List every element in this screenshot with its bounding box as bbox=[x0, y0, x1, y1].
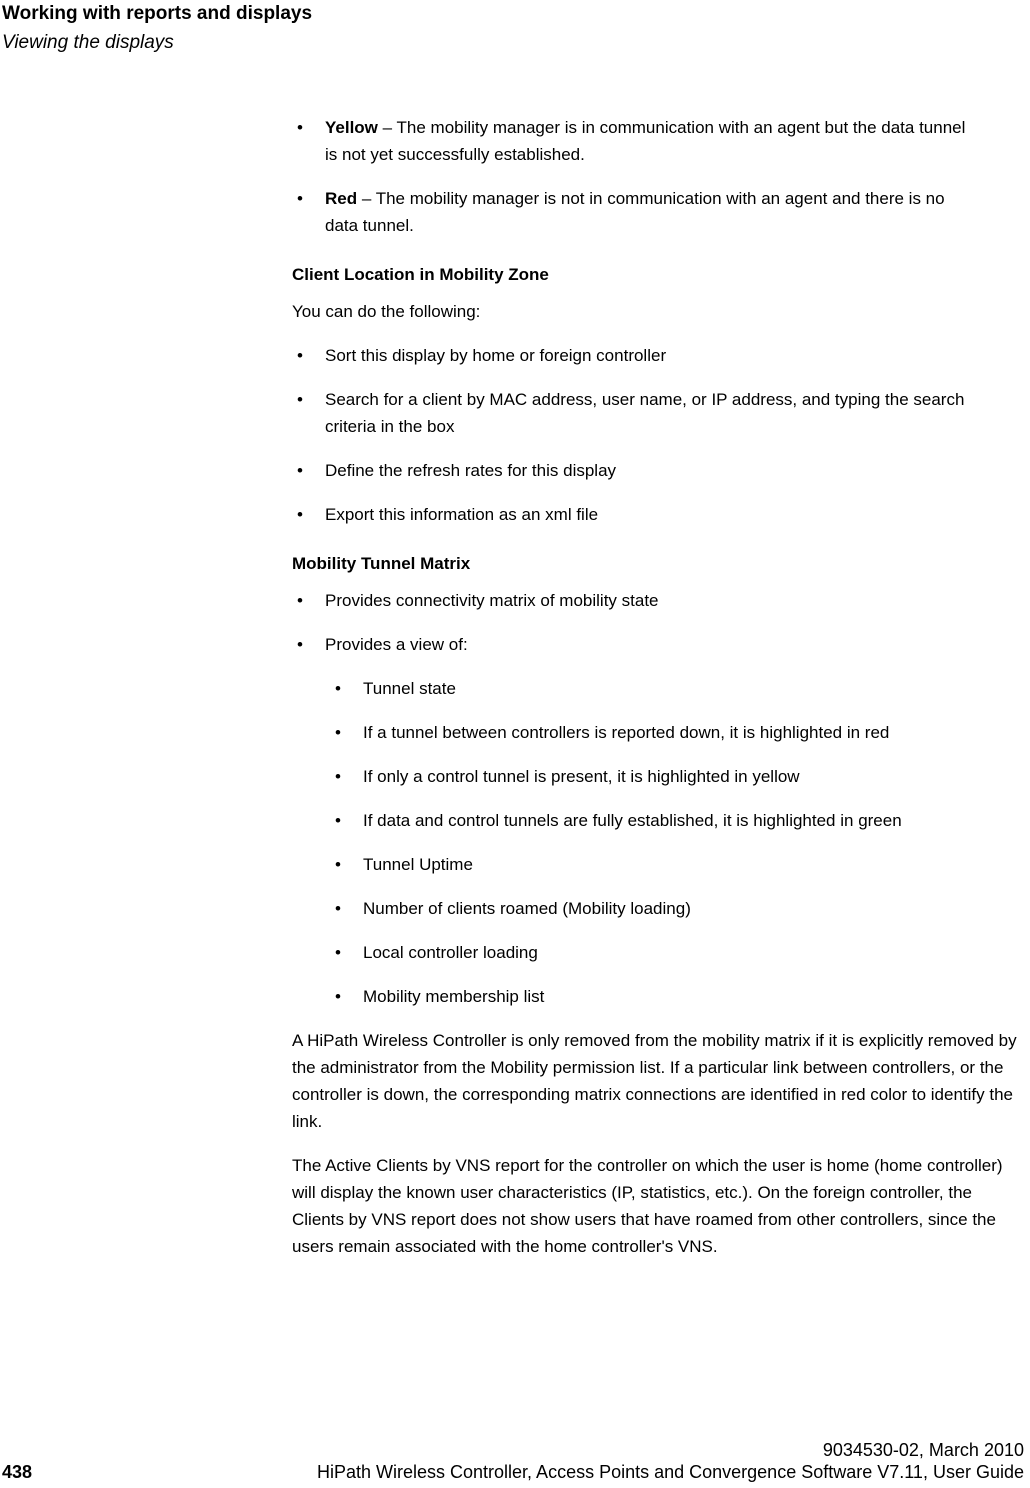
bullet-icon: • bbox=[335, 943, 341, 962]
bullet-item bbox=[292, 386, 1025, 440]
bullet-text: Define the refresh rates for this display bbox=[325, 461, 617, 480]
chapter-title: Working with reports and displays bbox=[2, 3, 313, 24]
sub-bullet-item bbox=[292, 851, 1025, 878]
bullet-item bbox=[292, 114, 1025, 168]
sub-bullet-item bbox=[292, 939, 1025, 966]
section-heading: Client Location in Mobility Zone bbox=[292, 265, 549, 284]
bullet-icon: • bbox=[297, 189, 303, 208]
bullet-icon: • bbox=[297, 346, 303, 365]
bullet-icon: • bbox=[335, 899, 341, 918]
running-header bbox=[2, 2, 312, 55]
bullet-text: Mobility membership list bbox=[363, 987, 545, 1006]
bullet-icon: • bbox=[335, 767, 341, 786]
paragraph: The Active Clients by VNS report for the controller on which the user is home (home controller) will display the known user characteristics (IP, statistics, etc.). On the foreign controller, the Clients by VNS report does not show users that have roamed from other controllers, since the users remain associated with the home controller's VNS. bbox=[292, 1156, 1003, 1256]
doc-number: 9034530-02, March 2010 bbox=[822, 1440, 1024, 1460]
bullet-text: Local controller loading bbox=[363, 943, 538, 962]
bullet-icon: • bbox=[335, 679, 341, 698]
bullet-text: Tunnel Uptime bbox=[363, 855, 473, 874]
bullet-icon: • bbox=[335, 855, 341, 874]
bullet-icon: • bbox=[335, 987, 341, 1006]
bullet-item bbox=[292, 457, 1025, 484]
bullet-item bbox=[292, 587, 1025, 614]
bullet-item bbox=[292, 631, 1025, 658]
page-footer bbox=[2, 1440, 1024, 1483]
bullet-text: Tunnel state bbox=[363, 679, 456, 698]
bullet-text: Export this information as an xml file bbox=[325, 505, 599, 524]
section-subtitle: Viewing the displays bbox=[2, 32, 174, 53]
guide-title: HiPath Wireless Controller, Access Points and Convergence Software V7.11, User Guide bbox=[316, 1462, 1024, 1482]
section-intro: You can do the following: bbox=[292, 302, 481, 321]
bullet-icon: • bbox=[297, 505, 303, 524]
bullet-text: Search for a client by MAC address, user name, or IP address, and typing the search criteria in the box bbox=[325, 390, 965, 436]
bullet-item bbox=[292, 185, 1025, 239]
bullet-icon: • bbox=[297, 635, 303, 654]
bullet-text: If a tunnel between controllers is reported down, it is highlighted in red bbox=[363, 723, 890, 742]
status-term: Red bbox=[325, 189, 358, 208]
section-heading: Mobility Tunnel Matrix bbox=[292, 554, 471, 573]
sub-bullet-item bbox=[292, 807, 1025, 834]
bullet-icon: • bbox=[297, 390, 303, 409]
sub-bullet-item bbox=[292, 719, 1025, 746]
bullet-text: If data and control tunnels are fully established, it is highlighted in green bbox=[363, 811, 902, 830]
bullet-icon: • bbox=[297, 461, 303, 480]
bullet-text bbox=[325, 189, 945, 235]
footer-line bbox=[2, 1462, 1024, 1483]
bullet-text: Number of clients roamed (Mobility loading) bbox=[363, 899, 691, 918]
bullet-text: Sort this display by home or foreign controller bbox=[325, 346, 667, 365]
bullet-text: Provides a view of: bbox=[325, 635, 468, 654]
page-content bbox=[292, 114, 1025, 1277]
page-number: 438 bbox=[2, 1462, 33, 1482]
sub-bullet-item bbox=[292, 895, 1025, 922]
bullet-text: If only a control tunnel is present, it is highlighted in yellow bbox=[363, 767, 800, 786]
sub-bullet-item bbox=[292, 675, 1025, 702]
bullet-icon: • bbox=[297, 591, 303, 610]
bullet-item bbox=[292, 342, 1025, 369]
bullet-icon: • bbox=[335, 723, 341, 742]
bullet-icon: • bbox=[335, 811, 341, 830]
bullet-text: Provides connectivity matrix of mobility state bbox=[325, 591, 659, 610]
bullet-item bbox=[292, 501, 1025, 528]
bullet-icon: • bbox=[297, 118, 303, 137]
bullet-text bbox=[325, 118, 965, 164]
paragraph: A HiPath Wireless Controller is only removed from the mobility matrix if it is explicitly removed by the administrator from the Mobility permission list. If a particular link between controllers, or the controller is down, the corresponding matrix connections are identified in red color to identify the link. bbox=[292, 1031, 1017, 1131]
status-description: – The mobility manager is not in communication with an agent and there is no data tunnel. bbox=[325, 189, 945, 235]
sub-bullet-item bbox=[292, 983, 1025, 1010]
status-description: – The mobility manager is in communication with an agent but the data tunnel is not yet successfully established. bbox=[325, 118, 966, 164]
sub-bullet-item bbox=[292, 763, 1025, 790]
status-term: Yellow bbox=[325, 118, 378, 137]
